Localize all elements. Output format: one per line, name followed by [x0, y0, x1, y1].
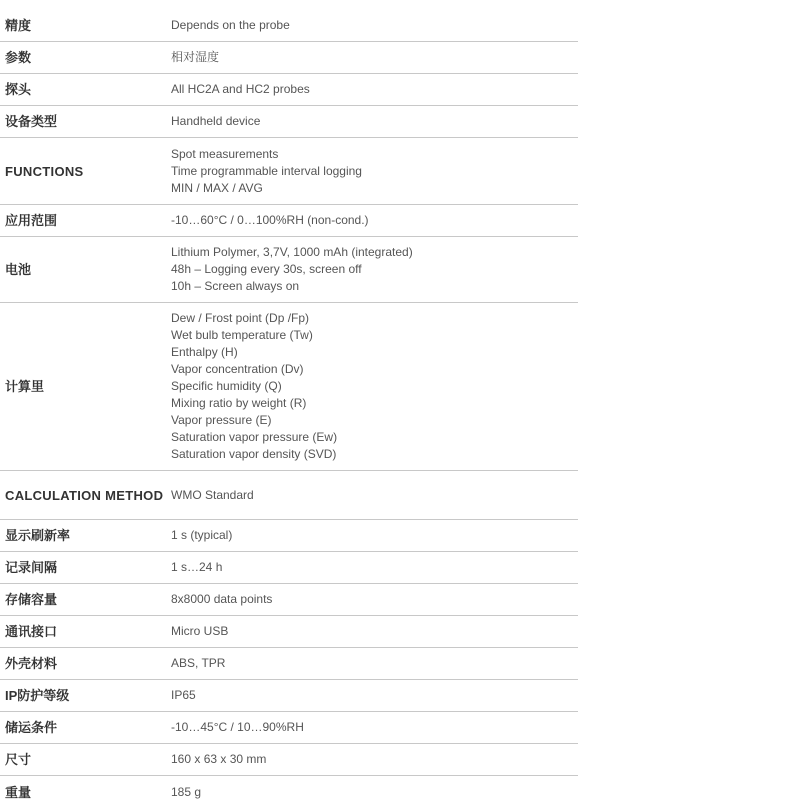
spec-row: [0, 552, 578, 584]
spec-label: 设备类型: [5, 114, 58, 129]
spec-row: [0, 680, 578, 712]
spec-label: IP防护等级: [5, 688, 70, 703]
spec-row: [0, 648, 578, 680]
spec-row: [0, 776, 578, 808]
spec-label: 通讯接口: [5, 624, 58, 639]
spec-value-line: MIN / MAX / AVG: [171, 180, 263, 195]
spec-value-line: 48h – Logging every 30s, screen off: [171, 262, 362, 276]
spec-value: [171, 623, 578, 640]
spec-label: 重量: [5, 784, 32, 800]
spec-value-line: 185 g: [171, 784, 202, 799]
spec-row: [0, 584, 578, 616]
spec-value: [171, 212, 578, 229]
spec-row: [0, 303, 578, 471]
spec-label: CALCULATION METHOD: [5, 487, 164, 503]
spec-value-line: Dew / Frost point (Dp /Fp): [171, 311, 310, 325]
spec-label: 电池: [5, 262, 32, 277]
spec-value: [171, 487, 578, 504]
spec-value-line: All HC2A and HC2 probes: [171, 82, 310, 96]
spec-row: [0, 10, 578, 42]
spec-row: [0, 205, 578, 237]
spec-row: [0, 520, 578, 552]
spec-value-line: 1 s (typical): [171, 528, 233, 542]
spec-value: [171, 244, 578, 295]
spec-value-line: Vapor pressure (E): [171, 413, 272, 427]
spec-value-line: 10h – Screen always on: [171, 279, 300, 293]
spec-label: 应用范围: [5, 213, 58, 228]
spec-value-line: WMO Standard: [171, 487, 254, 502]
spec-value: [171, 310, 578, 463]
spec-value-line: Specific humidity (Q): [171, 379, 282, 393]
spec-value-line: IP65: [171, 688, 196, 702]
spec-value-line: Enthalpy (H): [171, 345, 238, 359]
spec-value-line: 160 x 63 x 30 mm: [171, 752, 267, 766]
spec-value-line: Saturation vapor density (SVD): [171, 447, 337, 461]
spec-row: [0, 106, 578, 138]
spec-value-line: Micro USB: [171, 624, 229, 638]
spec-label: 精度: [5, 18, 32, 33]
spec-label: 显示刷新率: [5, 528, 71, 543]
spec-value: [171, 719, 578, 736]
spec-label: 探头: [5, 82, 32, 97]
spec-value-line: ABS, TPR: [171, 656, 226, 670]
spec-label: 参数: [5, 50, 32, 65]
spec-row: [0, 138, 578, 205]
spec-value: [171, 146, 578, 197]
spec-value-line: 相对湿度: [171, 50, 220, 64]
spec-value: [171, 591, 578, 608]
spec-label: 储运条件: [5, 720, 58, 735]
spec-label: 记录间隔: [5, 560, 58, 575]
spec-row: [0, 712, 578, 744]
spec-table: [0, 10, 578, 808]
spec-row: [0, 471, 578, 520]
spec-value-line: 8x8000 data points: [171, 592, 273, 606]
spec-value-line: Lithium Polymer, 3,7V, 1000 mAh (integrated): [171, 245, 413, 259]
spec-value-line: -10…45°C / 10…90%RH: [171, 720, 304, 734]
spec-value-line: Mixing ratio by weight (R): [171, 396, 307, 410]
spec-value-line: Time programmable interval logging: [171, 163, 362, 178]
spec-value-line: Wet bulb temperature (Tw): [171, 328, 313, 342]
spec-value: [171, 527, 578, 544]
spec-row: [0, 74, 578, 106]
spec-row: [0, 616, 578, 648]
spec-label: 计算里: [5, 379, 45, 394]
spec-value-line: Spot measurements: [171, 146, 279, 161]
spec-value-line: 1 s…24 h: [171, 560, 223, 574]
spec-value-line: Saturation vapor pressure (Ew): [171, 430, 338, 444]
spec-value: [171, 751, 578, 768]
spec-value-line: Handheld device: [171, 114, 261, 128]
spec-label: FUNCTIONS: [5, 163, 84, 179]
spec-label: 存储容量: [5, 592, 58, 607]
spec-value: [171, 687, 578, 704]
spec-label: 尺寸: [5, 752, 32, 767]
spec-value: [171, 17, 578, 34]
spec-value: [171, 81, 578, 98]
spec-value: [171, 784, 578, 801]
spec-value-line: -10…60°C / 0…100%RH (non-cond.): [171, 213, 369, 227]
spec-value: [171, 655, 578, 672]
spec-value: [171, 559, 578, 576]
spec-label: 外壳材料: [5, 656, 58, 671]
spec-row: [0, 744, 578, 776]
spec-value: [171, 49, 578, 66]
spec-value-line: Depends on the probe: [171, 18, 290, 32]
spec-row: [0, 42, 578, 74]
spec-value-line: Vapor concentration (Dv): [171, 362, 304, 376]
spec-row: [0, 237, 578, 303]
spec-value: [171, 113, 578, 130]
